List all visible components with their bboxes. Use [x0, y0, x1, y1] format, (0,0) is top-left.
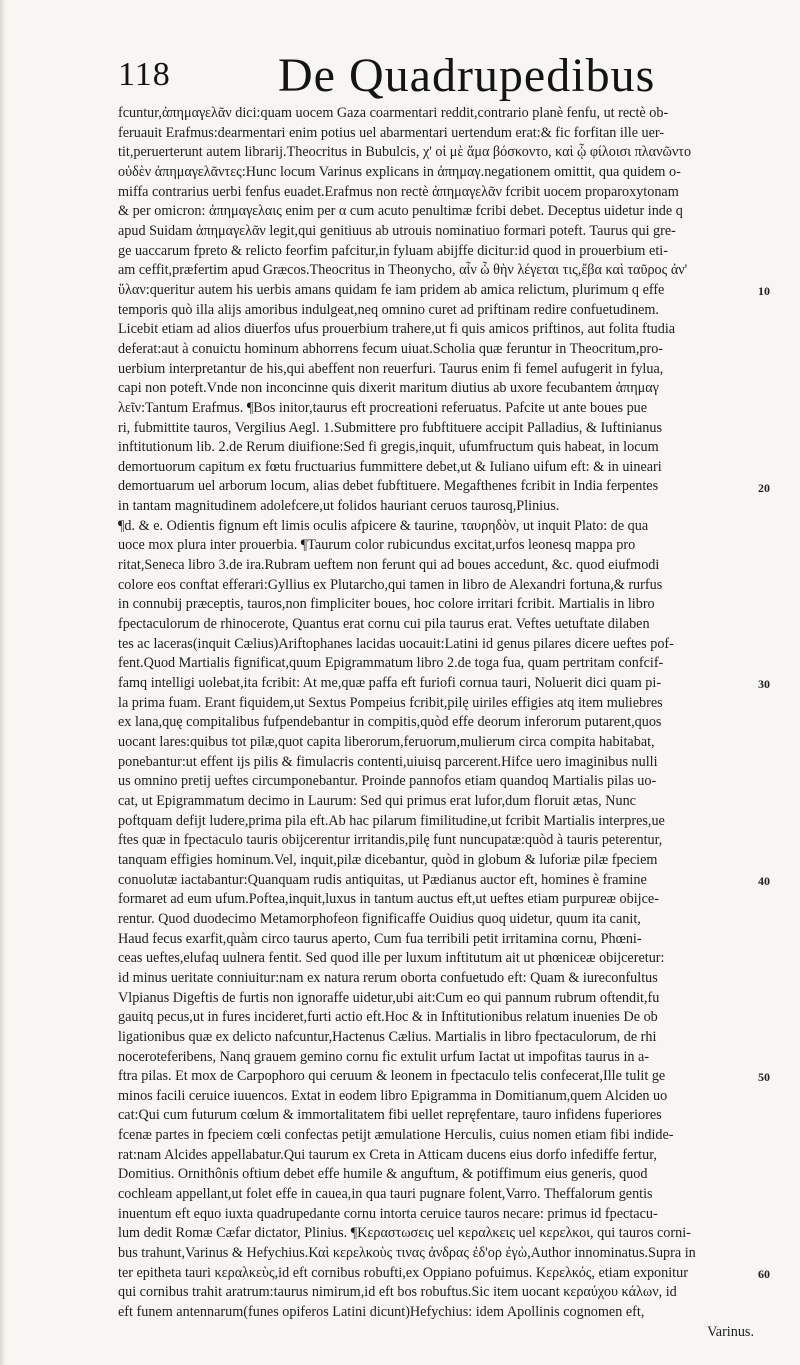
text-line: Varinus. — [707, 1323, 754, 1340]
text-line: uocant lares:quibus tot pilæ,quot capita liberorum,feruorum,mulierum circa compita habitabat, — [118, 734, 655, 750]
text-line: capi non poteft.Vnde non inconcinne quis dixerit maritum diutius ab uxore fecubantem ἀπημαγ — [118, 380, 659, 397]
text-line: inftitutionum lib. 2.de Rerum diuifione:Sed fi gregis,inquit, ufumfructum quis habeat, in locum — [118, 439, 659, 456]
text-line: rentur. Quod duodecimo Metamorphofeon fignificaffe Ouidius quoq uidetur, quum ita canit, — [118, 910, 641, 927]
text-line: uerbium interpretantur de his,qui abeffent non reuerfuri. Taurus enim fi femel aufugerit in fylua, — [118, 360, 664, 377]
text-line: ligationibus quæ ex delicto nafcuntur,Hactenus Cælius. Martialis in libro fpectaculorum, de rhi — [118, 1028, 657, 1045]
text-line: la prima fuam. Erant fiquidem,ut Sextus Pompeius fcribit,pilę uiriles effigies atq item muliebres — [118, 694, 663, 711]
text-line: gauitq pecus,ut in fures incideret,furti actio eft.Hoc & in Inftitutionibus relatum inuenies De ob — [118, 1009, 658, 1026]
text-line: poftquam defijt ludere,prima pila eft.Ab hac pilarum fimilitudine,ut fcribit Martialis interpres,ue — [118, 812, 665, 829]
text-line: ὕλαν:queritur autem his uerbis amans quidam fe iam pridem ab amica relictum, plurimum q effe — [118, 281, 665, 298]
text-line: tanquam effigies hominum.Vel, inquit,pilæ dicebantur, quòd in globum & luforiæ pilæ fpeciem — [118, 851, 658, 868]
text-line: Domitius. Ornithônis oftium debet effe humile & anguftum, & potiffimum eius generis, quod — [118, 1166, 648, 1183]
margin-line-number: 60 — [758, 1266, 770, 1281]
text-line: id minus ueritate conniuitur:nam ex natura rerum oborta confuetudo eft: Quam & iureconfultus — [118, 969, 658, 986]
text-line: Licebit etiam ad alios diuerfos ufus prouerbium trahere,ut fi quis amicos priftinos, aut folita ftudia — [118, 321, 676, 338]
text-line: λεῖν:Tantum Erafmus. ¶Bos initor,taurus eft procreationi referuatus. Pafcite ut ante boues pue — [118, 399, 648, 416]
text-line: eft funem antennarum(funes opiferos Latini dicunt)Hefychius: idem Apollinis cognomen eft, — [118, 1304, 645, 1321]
text-line: fcenæ partes in fpeciem cœli confectas petijt æmulatione Herculis, cuius nomen etiam fibi indide- — [118, 1127, 674, 1144]
text-line: & per omicron: ἀπημαγελαις enim per α cum acuto penultimæ fcribi debet. Deceptus uidetur inde q — [118, 203, 683, 220]
body-text — [118, 104, 754, 1342]
text-line: apud Suidam ἀπημαγελᾶν legit,qui genitiuus ab utrouis nominatiuo formari poteft. Taurus qui gre- — [118, 222, 676, 239]
text-line: demortuarum uel arborum locum, alias debet fubftituere. Megafthenes fcribit in India ferpentes — [118, 478, 659, 495]
text-line: formaret ad eum ufum.Poftea,inquit,luxus in tantum auctus eft,ut ueftes etiam purpureæ obijce- — [118, 891, 659, 908]
margin-line-number: 50 — [758, 1070, 770, 1085]
text-line: ge uaccarum fpreto & relicto feorfim pafcitur,in fyluam abijffe dicitur:id quod in prouerbium eti- — [118, 242, 668, 259]
text-line: in connubij præceptis, tauros,non fimpliciter boues, hoc colore irritari fcribit. Martialis in libro — [118, 596, 655, 613]
running-title: De Quadrupedibus — [278, 49, 656, 102]
margin-line-number: 10 — [758, 283, 770, 298]
page-edge-shadow — [0, 0, 6, 1365]
text-line: ri, fubmittite tauros, Vergilius Aegl. 1.Submittere pro fubftituere accipit Palladius, & Iuftinianus — [118, 419, 663, 436]
text-line: Haud fecus exarfit,quàm circo taurus aperto, Cum fua terribili petit irritamina cornu, Phœni- — [118, 930, 642, 947]
text-line: us omnino pretij ueftes circumponebantur. Proinde pannofos etiam quandoq Martialis pilas uo- — [118, 773, 657, 790]
text-line: colore eos conftat efferari:Gyllius ex Plutarcho,qui tamen in libro de Alexandri fortuna,& rurfus — [118, 576, 663, 593]
margin-line-number: 40 — [758, 873, 770, 888]
text-line: Vlpianus Digeftis de furtis non ignoraffe uidetur,ubi ait:Cum eo qui pannum rubrum oftendit,fu — [118, 989, 660, 1006]
text-line: ter epitheta tauri κεραλκεὺς,id eft cornibus robufti,ex Oppiano pofuimus. Κερελκός, etiam exponitur — [118, 1264, 688, 1281]
text-line: fpectaculorum de rhinocerote, Quantus erat cornu cui pila taurus erat. Veftes uetuftate dilaben — [118, 616, 650, 633]
text-line: ritat,Seneca libro 3.de ira.Rubram ueftem non ferunt qui ad boues accedunt, &c. quod eiufmodi — [118, 557, 660, 574]
text-line: fent.Quod Martialis fignificat,quum Epigrammatum libro 2.de toga fua, quam pertritam confcif- — [118, 655, 664, 672]
text-line: deferat:aut à conuictu hominum abhorrens fecum uiuat.Scholia quæ feruntur in Theocritum,pro- — [118, 340, 664, 357]
text-line: miffa contrarius uerbi fenfus euadet.Erafmus non rectè ἀπημαγελᾶν fcribit uocem proparoxytonam — [118, 183, 679, 200]
text-line: feruauit Erafmus:dearmentari enim potius uel abarmentari uertendum erat:& fic forfitan ille uer- — [118, 124, 665, 141]
text-line: inuentum eft equo iuxta quadrupedante cornu intorta ceruice tauros necare: primus id fpectacu- — [118, 1205, 658, 1222]
text-line: cat:Qui cum futurum cœlum & immortalitatem fibi uellet repręfentare, tauro infidens fuperiores — [118, 1107, 662, 1124]
margin-line-number: 20 — [758, 480, 770, 495]
text-line: uoce mox plura inter prouerbia. ¶Taurum color rubicundus excitat,urfos leonesq mappa pro — [118, 537, 636, 554]
text-line: ponebantur:ut effent ijs pilis & fimulacris contenti,uiuisq parcerent.Hifce uero imaginibus nulli — [118, 753, 658, 770]
text-line: cat, ut Epigrammatum decimo in Laurum: Sed qui primus erat lufor,dum floruit ætas, Nunc — [118, 792, 636, 809]
text-line: tit,peruerterunt autem librarij.Theocritus in Bubulcis, χ' οἱ μὲ ἄμα βόσκοντο, καὶ ᾧ φίλοισι πλανῶντο — [118, 144, 692, 161]
text-line: ftra pilas. Et mox de Carpophoro qui ceruum & leonem in fpectaculo telis confecerat,Ille tulit ge — [118, 1068, 666, 1085]
text-line: qui cornibus trahit aratrum:taurus nimirum,id eft bos robuftus.Sic item uocant κεραύχου κάλων, id — [118, 1284, 677, 1301]
text-line: temporis quò illa alijs amoribus indulgeat,neq omnino curet ad priftinam redire confuetudinem. — [118, 301, 659, 318]
text-line: ftes quæ in fpectaculo tauris obijcerentur irritandis,pilę funt nuncupatæ:quòd à tauris peterentur, — [118, 832, 663, 849]
text-line: cochleam appellant,ut folet effe in cauea,in qua tauri pugnare folent,Varro. Theffalorum gentis — [118, 1186, 653, 1203]
text-line: bus trahunt,Varinus & Hefychius.Καὶ κερελκοὺς τινας ἀνδρας ἐδ'ορ ἐγὼ,Author innominatus.Supra in — [118, 1245, 696, 1262]
text-line: fcuntur,ἀπημαγελᾶν dici:quam uocem Gaza coarmentari reddit,contrario planè fenfu, ut rectè ob- — [118, 105, 669, 121]
text-line: οὐδὲν ἀπημαγελᾶντες:Hunc locum Varinus explicans in ἀπημαγ.negationem omittit, qua quidem o- — [118, 163, 681, 180]
text-line: minos facili ceruice iuuencos. Extat in eodem libro Epigramma in Domitianum,quem Alciden uo — [118, 1087, 668, 1104]
text-line: ¶d. & e. Odientis fignum eft limis oculis afpicere & taurine, ταυρηδὸν, ut inquit Plato: de qua — [118, 517, 649, 534]
text-line: lum dedit Romæ Cæfar dictator, Plinius. ¶Κεραστωσεις uel κεραλκεις uel κερελκοι, qui tauros corni- — [118, 1225, 691, 1242]
text-line: in tantam magnitudinem adolefcere,ut folidos hauriant ceruos taurosq,Plinius. — [118, 498, 560, 515]
text-line: noceroteferibens, Nanq grauem gemino cornu fic extulit urfum Iactat ut impofitas taurus in a- — [118, 1048, 650, 1065]
text-line: ex lana,quę compitalibus fufpendebantur in compitis,quòd effe deorum inferorum putarent,quos — [118, 714, 662, 731]
text-line: am ceffit,præfertim apud Græcos.Theocritus in Theonycho, αἶν ὧ θὴν λέγεται τις,ἔβα καὶ ταῦρος ἀν' — [118, 262, 688, 279]
text-line: rat:nam Alcides appellabatur.Qui taurum ex Creta in Atticam ducens eius dorfo infediffe fertur, — [118, 1146, 657, 1163]
margin-line-number: 30 — [758, 677, 770, 692]
text-line: demortuorum capitum ex fœtu fructuarius fummittere debet,ut & Iuliano uifum eft: & in uineari — [118, 458, 662, 475]
text-line: tes ac laceras(inquit Cælius)Ariftophanes lacidas uocauit:Latini id genus pilares dicere ueftes pof- — [118, 635, 674, 652]
page-number: 118 — [118, 56, 171, 93]
text-line: ceas ueftes,elufaq uulnera fentit. Sed quod ille per luxum inftitutum ait ut phœniceæ obijceretur: — [118, 950, 665, 967]
text-line: famq intelligi uolebat,ita fcribit: At me,quæ paffa eft furiofi cornua tauri, Noluerit dici quam pi- — [118, 675, 662, 692]
page-header — [118, 48, 718, 106]
text-line: conuolutæ iactabantur:Quanquam rudis antiquitas, ut Pædianus auctor eft, homines è framine — [118, 871, 647, 888]
